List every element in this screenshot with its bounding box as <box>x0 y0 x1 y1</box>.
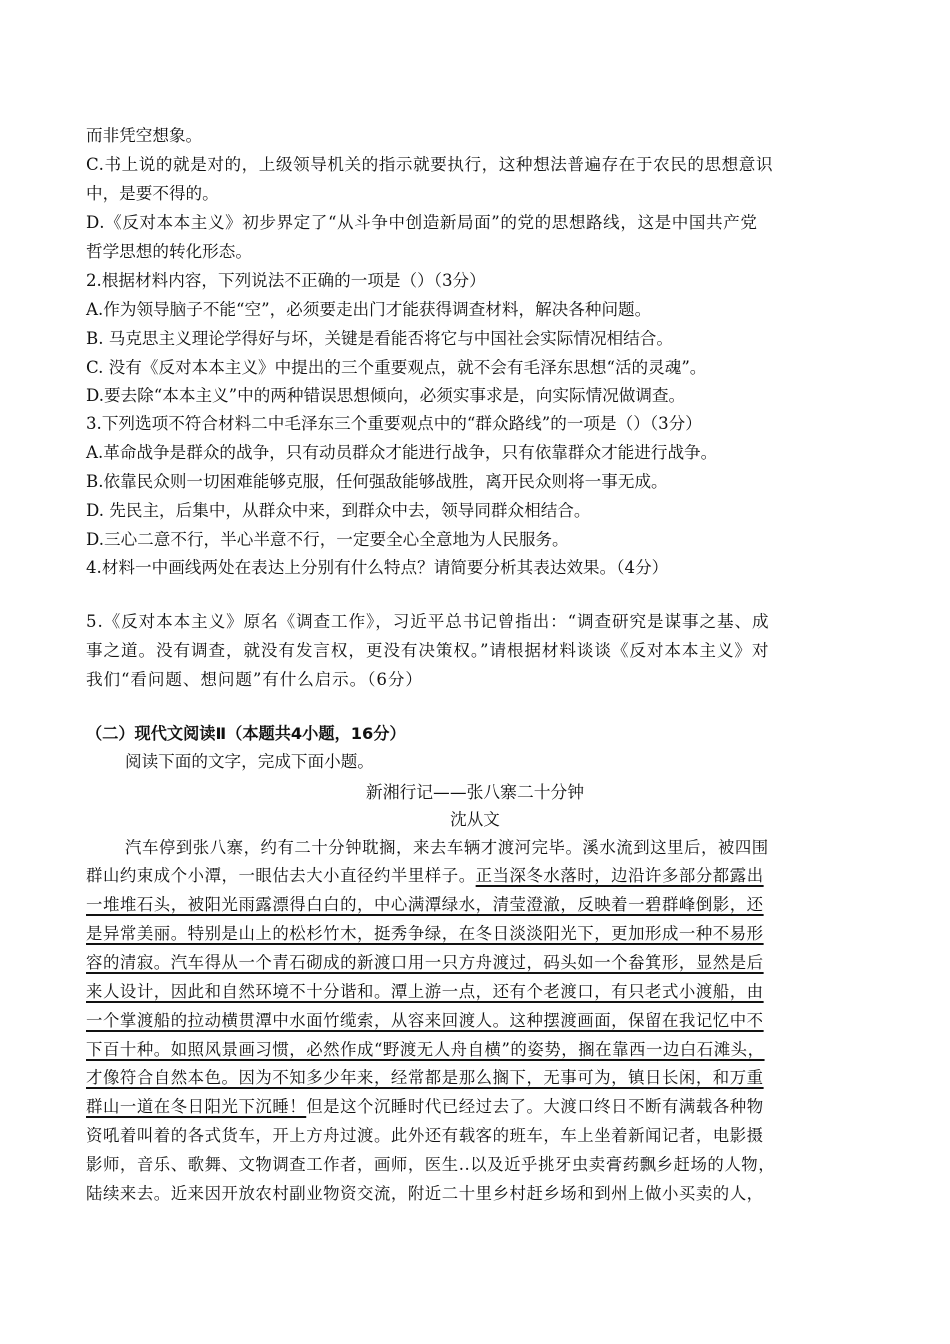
paragraph-line <box>86 1097 764 1117</box>
option-d: D.《反对本本主义》初步界定了“从斗争中创造新局面”的党的思想路线，这是中国共产党 <box>86 213 758 232</box>
underlined-line: 下百十种。如照风景画习惯，必然作成“野渡无人舟自横”的姿势，搁在靠西一边白石滩头， <box>86 1040 765 1059</box>
question-5-line: 事之道。没有调查，就没有发言权，更没有决策权。”请根据材料谈谈《反对本本主义》对 <box>86 641 770 660</box>
underlined-line: 一个掌渡船的拉动横贯潭中水面竹缆索，从容来回渡人。这种摆渡画面，保留在我记忆中不 <box>86 1011 764 1030</box>
underlined-line: 一堆堆石头，被阳光雨露漂得白白的，中心满潭绿水，清莹澄澈，反映着一碧群峰倒影，还 <box>86 895 764 914</box>
instruction: 阅读下面的文字，完成下面小题。 <box>125 752 374 771</box>
article-author: 沈从文 <box>450 810 500 829</box>
question-5-line: 我们“看问题、想问题”有什么启示。（6分） <box>86 670 423 689</box>
paragraph-line: 影师，音乐、歌舞、文物调查工作者，画师，医生..以及近乎挑牙虫卖膏药飘乡赶场的人物， <box>86 1155 776 1174</box>
underlined-line: 才像符合自然本色。因为不知多少年来，经常都是那么搁下，无事可为，镇日长闲，和万重 <box>86 1068 764 1087</box>
paragraph-line: 资吼着叫着的各式货车，开上方舟过渡。此外还有载客的班车，车上坐着新闻记者，电影摄 <box>86 1126 764 1145</box>
question-2-option-c: C. 没有《反对本本主义》中提出的三个重要观点，就不会有毛泽东思想“活的灵魂”。 <box>86 358 707 377</box>
paragraph-line <box>86 866 764 886</box>
underlined-line: 来人设计，因此和自然环境不十分谐和。潭上游一点，还有个老渡口，有只老式小渡船，由 <box>86 982 764 1001</box>
question-3-option-b: B.依靠民众则一切困难能够克服，任何强敌能够战胜，离开民众则将一事无成。 <box>86 472 668 491</box>
plain-text: 但是这个沉睡时代已经过去了。大渡口终日不断有满载各种物 <box>306 1097 764 1116</box>
article-title: 新湘行记——张八寨二十分钟 <box>365 782 585 802</box>
question-2-option-a: A.作为领导脑子不能“空”，必须要走出门才能获得调查材料，解决各种问题。 <box>86 300 652 319</box>
question-3-option-c: D. 先民主，后集中，从群众中来，到群众中去，领导同群众相结合。 <box>86 501 591 520</box>
question-2: 2.根据材料内容，下列说法不正确的一项是（）（3分） <box>86 271 486 290</box>
question-3-option-a: A.革命战争是群众的战争，只有动员群众才能进行战争，只有依靠群众才能进行战争。 <box>86 443 718 462</box>
paragraph-line: 汽车停到张八寨，约有二十分钟耽搁，来去车辆才渡河完毕。溪水流到这里后，被四围 <box>125 838 769 857</box>
underlined-line: 是异常美丽。特别是山上的松杉竹木，挺秀争绿，在冬日淡淡阳光下，更加形成一种不易形 <box>86 924 764 943</box>
option-c: C.书上说的就是对的，上级领导机关的指示就要执行，这种想法普遍存在于农民的思想意识 <box>86 155 774 174</box>
text-line: 中，是要不得的。 <box>86 184 219 203</box>
question-3-option-d: D.三心二意不行，半心半意不行，一定要全心全意地为人民服务。 <box>86 530 569 549</box>
underlined-line: 容的清寂。汽车得从一个青石砌成的新渡口用一只方舟渡过，码头如一个畚箕形，显然是后 <box>86 953 764 972</box>
text-line: 哲学思想的转化形态。 <box>86 242 252 261</box>
underlined-text: 群山一道在冬日阳光下沉睡！ <box>86 1097 307 1116</box>
section-heading: （二）现代文阅读Ⅱ（本题共4小题，16分） <box>86 724 406 743</box>
text-line: 而非凭空想象。 <box>86 126 203 145</box>
question-2-option-b: B. 马克思主义理论学得好与坏，关键是看能否将它与中国社会实际情况相结合。 <box>86 329 673 348</box>
plain-text: 群山约束成个小潭，一眼估去大小直径约半里样子。 <box>86 866 476 885</box>
underlined-text: 正当深冬水落时，边沿许多部分都露出 <box>475 866 764 885</box>
question-2-option-d: D.要去除“本本主义”中的两种错误思想倾向，必须实事求是，向实际情况做调查。 <box>86 386 686 405</box>
question-4: 4.材料一中画线两处在表达上分别有什么特点？请简要分析其表达效果。（4分） <box>86 558 669 577</box>
question-5: 5.《反对本本主义》原名《调查工作》，习近平总书记曾指出：“调查研究是谋事之基、成 <box>86 612 770 631</box>
paragraph-line: 陆续来去。近来因开放农村副业物资交流，附近二十里乡村赶乡场和到州上做小买卖的人， <box>86 1184 764 1203</box>
question-3: 3.下列选项不符合材料二中毛泽东三个重要观点中的“群众路线”的一项是（）（3分） <box>86 414 702 433</box>
